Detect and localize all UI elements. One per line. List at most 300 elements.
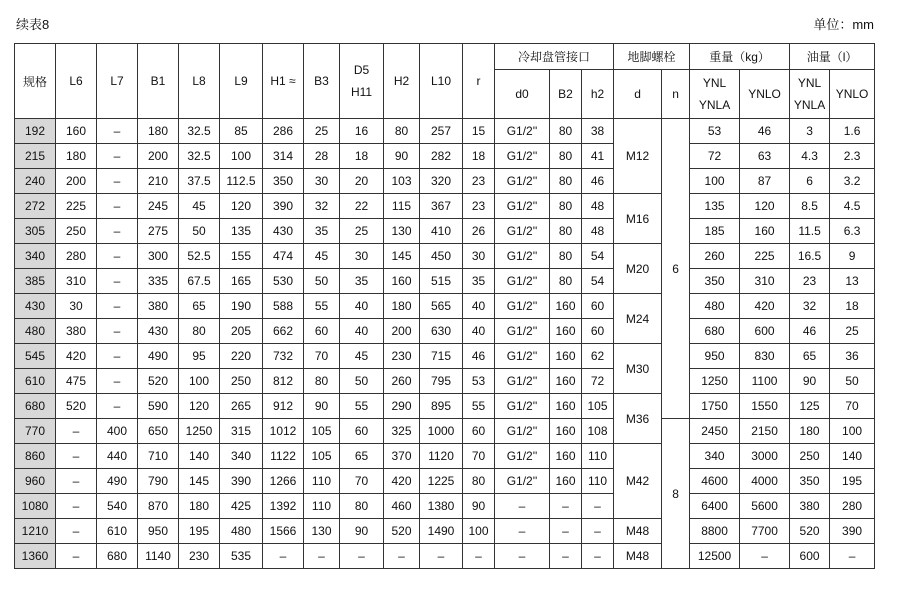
- table-cell: 350: [263, 169, 304, 194]
- table-cell: 680: [97, 544, 138, 569]
- header-weight: 重量（kg）: [690, 44, 790, 70]
- table-cell: 80: [304, 369, 340, 394]
- table-cell: 480: [220, 519, 263, 544]
- table-cell: G1/2'': [495, 319, 550, 344]
- table-cell: 160: [740, 219, 790, 244]
- table-cell: G1/2'': [495, 269, 550, 294]
- table-cell: 370: [384, 444, 420, 469]
- header-oil-ynl-line1: YNL: [797, 76, 822, 90]
- header-L7: L7: [97, 44, 138, 119]
- table-cell: 812: [263, 369, 304, 394]
- table-cell: 105: [304, 419, 340, 444]
- table-row: [15, 319, 875, 344]
- table-cell: 275: [138, 219, 179, 244]
- bolt-d-cell: M42: [614, 444, 662, 519]
- table-row: [15, 119, 875, 144]
- table-cell: 52.5: [179, 244, 220, 269]
- table-cell: 200: [384, 319, 420, 344]
- table-cell: –: [550, 519, 582, 544]
- table-cell: 450: [420, 244, 463, 269]
- table-cell: 80: [384, 119, 420, 144]
- table-cell: 18: [830, 294, 875, 319]
- table-cell: 325: [384, 419, 420, 444]
- table-cell: 120: [740, 194, 790, 219]
- table-cell: –: [97, 219, 138, 244]
- table-cell: 165: [220, 269, 263, 294]
- table-cell: 1750: [690, 394, 740, 419]
- table-cell: 260: [384, 369, 420, 394]
- header-L6: L6: [56, 44, 97, 119]
- table-cell: –: [97, 319, 138, 344]
- table-cell: 60: [582, 294, 614, 319]
- table-cell: 3.2: [830, 169, 875, 194]
- table-cell: G1/2'': [495, 219, 550, 244]
- table-cell: 65: [790, 344, 830, 369]
- table-cell: 120: [220, 194, 263, 219]
- table-cell: –: [830, 544, 875, 569]
- table-cell: 35: [463, 269, 495, 294]
- table-cell: 280: [56, 244, 97, 269]
- table-cell: 87: [740, 169, 790, 194]
- table-cell: 520: [384, 519, 420, 544]
- spec-cell: 385: [15, 269, 56, 294]
- table-row: [15, 519, 875, 544]
- table-cell: –: [56, 494, 97, 519]
- table-cell: G1/2'': [495, 144, 550, 169]
- table-cell: 912: [263, 394, 304, 419]
- table-cell: 155: [220, 244, 263, 269]
- header-L9: L9: [220, 44, 263, 119]
- table-row: [15, 144, 875, 169]
- table-row: [15, 444, 875, 469]
- table-cell: 55: [304, 294, 340, 319]
- table-cell: 26: [463, 219, 495, 244]
- table-cell: –: [97, 244, 138, 269]
- table-cell: –: [56, 469, 97, 494]
- table-cell: 15: [463, 119, 495, 144]
- table-cell: 400: [97, 419, 138, 444]
- table-cell: 8.5: [790, 194, 830, 219]
- table-cell: 340: [220, 444, 263, 469]
- table-cell: 48: [582, 219, 614, 244]
- table-cell: 32.5: [179, 119, 220, 144]
- table-cell: 110: [304, 469, 340, 494]
- table-cell: 490: [138, 344, 179, 369]
- header-H2: H2: [384, 44, 420, 119]
- table-cell: –: [582, 494, 614, 519]
- table-row: [15, 369, 875, 394]
- table-cell: –: [97, 194, 138, 219]
- table-cell: 72: [582, 369, 614, 394]
- table-cell: 440: [97, 444, 138, 469]
- table-cell: 225: [740, 244, 790, 269]
- table-cell: 3000: [740, 444, 790, 469]
- table-cell: 610: [97, 519, 138, 544]
- table-cell: 160: [550, 344, 582, 369]
- table-cell: 80: [550, 269, 582, 294]
- table-cell: 205: [220, 319, 263, 344]
- table-cell: 160: [550, 444, 582, 469]
- table-cell: 630: [420, 319, 463, 344]
- table-cell: 90: [384, 144, 420, 169]
- table-row: [15, 544, 875, 569]
- table-cell: 25: [304, 119, 340, 144]
- table-cell: 80: [550, 194, 582, 219]
- table-row: [15, 469, 875, 494]
- table-cell: 430: [138, 319, 179, 344]
- table-cell: 54: [582, 244, 614, 269]
- table-cell: 210: [138, 169, 179, 194]
- table-cell: 460: [384, 494, 420, 519]
- table-cell: 257: [420, 119, 463, 144]
- table-cell: G1/2'': [495, 119, 550, 144]
- table-cell: 32.5: [179, 144, 220, 169]
- table-cell: 282: [420, 144, 463, 169]
- table-cell: 50: [179, 219, 220, 244]
- table-cell: 62: [582, 344, 614, 369]
- spec-cell: 480: [15, 319, 56, 344]
- table-cell: 12500: [690, 544, 740, 569]
- table-cell: 140: [179, 444, 220, 469]
- table-cell: 710: [138, 444, 179, 469]
- table-cell: 135: [220, 219, 263, 244]
- table-cell: 30: [304, 169, 340, 194]
- table-cell: 430: [263, 219, 304, 244]
- table-cell: 300: [138, 244, 179, 269]
- table-cell: 1566: [263, 519, 304, 544]
- table-cell: 180: [179, 494, 220, 519]
- table-cell: 474: [263, 244, 304, 269]
- table-cell: 23: [463, 194, 495, 219]
- table-cell: –: [56, 444, 97, 469]
- table-cell: –: [97, 269, 138, 294]
- table-cell: –: [463, 544, 495, 569]
- table-cell: 23: [463, 169, 495, 194]
- table-cell: 20: [340, 169, 384, 194]
- table-cell: 286: [263, 119, 304, 144]
- table-cell: 230: [384, 344, 420, 369]
- unit-label: 单位：mm: [813, 17, 874, 32]
- table-cell: 46: [740, 119, 790, 144]
- table-cell: 67.5: [179, 269, 220, 294]
- header-d: d: [614, 70, 662, 119]
- table-cell: 140: [830, 444, 875, 469]
- table-cell: 390: [263, 194, 304, 219]
- header-oil-ynl-line2: YNLA: [793, 98, 826, 112]
- table-cell: 45: [340, 344, 384, 369]
- table-cell: G1/2'': [495, 169, 550, 194]
- table-cell: 314: [263, 144, 304, 169]
- table-cell: 120: [179, 394, 220, 419]
- table-cell: 80: [463, 469, 495, 494]
- table-cell: 50: [340, 369, 384, 394]
- table-cell: 2150: [740, 419, 790, 444]
- table-cell: 35: [304, 219, 340, 244]
- table-cell: 2450: [690, 419, 740, 444]
- table-cell: 185: [690, 219, 740, 244]
- table-cell: 85: [220, 119, 263, 144]
- spec-cell: 340: [15, 244, 56, 269]
- spec-cell: 1360: [15, 544, 56, 569]
- table-cell: 54: [582, 269, 614, 294]
- table-cell: 350: [790, 469, 830, 494]
- table-cell: 195: [179, 519, 220, 544]
- table-cell: 18: [340, 144, 384, 169]
- table-row: [15, 244, 875, 269]
- table-cell: 565: [420, 294, 463, 319]
- table-cell: G1/2'': [495, 244, 550, 269]
- table-cell: 280: [830, 494, 875, 519]
- table-row: [15, 394, 875, 419]
- table-cell: 65: [179, 294, 220, 319]
- table-cell: 410: [420, 219, 463, 244]
- header-oil: 油量（l）: [790, 44, 875, 70]
- table-cell: –: [97, 394, 138, 419]
- table-cell: 830: [740, 344, 790, 369]
- table-cell: 195: [830, 469, 875, 494]
- table-cell: 310: [740, 269, 790, 294]
- bolt-d-cell: M16: [614, 194, 662, 244]
- bolt-d-cell: M48: [614, 544, 662, 569]
- table-cell: 180: [56, 144, 97, 169]
- table-cell: 480: [690, 294, 740, 319]
- table-cell: G1/2'': [495, 194, 550, 219]
- table-cell: 160: [550, 369, 582, 394]
- table-cell: 32: [304, 194, 340, 219]
- table-cell: 41: [582, 144, 614, 169]
- table-cell: –: [97, 344, 138, 369]
- table-cell: –: [340, 544, 384, 569]
- table-cell: 90: [463, 494, 495, 519]
- table-cell: G1/2'': [495, 469, 550, 494]
- table-cell: 310: [56, 269, 97, 294]
- table-cell: 22: [340, 194, 384, 219]
- table-cell: –: [740, 544, 790, 569]
- table-cell: 1250: [179, 419, 220, 444]
- table-cell: 530: [263, 269, 304, 294]
- table-cell: 340: [690, 444, 740, 469]
- table-cell: –: [550, 544, 582, 569]
- table-cell: 45: [304, 244, 340, 269]
- table-cell: 4.5: [830, 194, 875, 219]
- table-cell: –: [495, 494, 550, 519]
- table-cell: 380: [138, 294, 179, 319]
- table-cell: 90: [304, 394, 340, 419]
- table-cell: 53: [463, 369, 495, 394]
- table-cell: 110: [582, 469, 614, 494]
- header-weight-ynl-line2: YNLA: [698, 98, 731, 112]
- table-cell: 80: [550, 244, 582, 269]
- table-cell: 45: [179, 194, 220, 219]
- table-cell: 80: [550, 119, 582, 144]
- bolt-n-cell: 6: [662, 119, 690, 419]
- bolt-n-cell: 8: [662, 419, 690, 569]
- table-body: [15, 119, 875, 569]
- table-cell: G1/2'': [495, 394, 550, 419]
- table-cell: 380: [790, 494, 830, 519]
- table-cell: 48: [582, 194, 614, 219]
- bolt-d-cell: M24: [614, 294, 662, 344]
- table-cell: 230: [179, 544, 220, 569]
- table-cell: 515: [420, 269, 463, 294]
- header-weight-ynl-line1: YNL: [702, 76, 727, 90]
- table-cell: 250: [790, 444, 830, 469]
- header-B1: B1: [138, 44, 179, 119]
- table-cell: 320: [420, 169, 463, 194]
- table-cell: –: [495, 544, 550, 569]
- table-cell: 895: [420, 394, 463, 419]
- table-cell: 1122: [263, 444, 304, 469]
- table-cell: 200: [56, 169, 97, 194]
- table-cell: 145: [179, 469, 220, 494]
- table-cell: 46: [582, 169, 614, 194]
- table-cell: 145: [384, 244, 420, 269]
- table-cell: –: [582, 544, 614, 569]
- table-cell: 715: [420, 344, 463, 369]
- table-cell: 65: [340, 444, 384, 469]
- spec-cell: 960: [15, 469, 56, 494]
- table-cell: 160: [550, 319, 582, 344]
- table-cell: 540: [97, 494, 138, 519]
- table-cell: G1/2'': [495, 369, 550, 394]
- spec-cell: 545: [15, 344, 56, 369]
- table-cell: 220: [220, 344, 263, 369]
- bolt-d-cell: M20: [614, 244, 662, 294]
- spec-cell: 770: [15, 419, 56, 444]
- table-cell: –: [304, 544, 340, 569]
- table-cell: 36: [830, 344, 875, 369]
- table-cell: 260: [690, 244, 740, 269]
- table-cell: 335: [138, 269, 179, 294]
- table-cell: –: [384, 544, 420, 569]
- header-n: n: [662, 70, 690, 119]
- header-oil-ynlo: YNLO: [830, 70, 875, 119]
- table-cell: –: [582, 519, 614, 544]
- table-cell: 105: [582, 394, 614, 419]
- table-cell: 1380: [420, 494, 463, 519]
- table-cell: 180: [790, 419, 830, 444]
- table-cell: 100: [220, 144, 263, 169]
- table-cell: 420: [740, 294, 790, 319]
- table-cell: 1000: [420, 419, 463, 444]
- table-cell: 16.5: [790, 244, 830, 269]
- table-cell: 38: [582, 119, 614, 144]
- table-cell: 870: [138, 494, 179, 519]
- table-cell: –: [495, 519, 550, 544]
- table-cell: 5600: [740, 494, 790, 519]
- table-cell: 420: [56, 344, 97, 369]
- table-cell: 950: [690, 344, 740, 369]
- bolt-d-cell: M12: [614, 119, 662, 194]
- table-cell: G1/2'': [495, 419, 550, 444]
- table-cell: 160: [56, 119, 97, 144]
- table-cell: 1250: [690, 369, 740, 394]
- table-cell: 520: [790, 519, 830, 544]
- spec-cell: 192: [15, 119, 56, 144]
- table-cell: 80: [550, 219, 582, 244]
- table-cell: 3: [790, 119, 830, 144]
- bolt-d-cell: M36: [614, 394, 662, 444]
- table-cell: 16: [340, 119, 384, 144]
- table-cell: G1/2'': [495, 444, 550, 469]
- table-cell: 535: [220, 544, 263, 569]
- spec-cell: 860: [15, 444, 56, 469]
- table-cell: 60: [304, 319, 340, 344]
- table-cell: 90: [340, 519, 384, 544]
- table-cell: 25: [340, 219, 384, 244]
- spec-cell: 610: [15, 369, 56, 394]
- table-cell: 115: [384, 194, 420, 219]
- table-cell: 250: [220, 369, 263, 394]
- table-cell: 795: [420, 369, 463, 394]
- bolt-d-cell: M48: [614, 519, 662, 544]
- table-cell: 25: [830, 319, 875, 344]
- specification-table: [14, 43, 875, 569]
- table-cell: 28: [304, 144, 340, 169]
- table-cell: 55: [463, 394, 495, 419]
- table-cell: 53: [690, 119, 740, 144]
- table-cell: 160: [384, 269, 420, 294]
- table-cell: 80: [550, 144, 582, 169]
- table-cell: 200: [138, 144, 179, 169]
- table-cell: 160: [550, 469, 582, 494]
- table-row: [15, 494, 875, 519]
- spec-cell: 305: [15, 219, 56, 244]
- spec-cell: 430: [15, 294, 56, 319]
- table-cell: 70: [830, 394, 875, 419]
- table-cell: 425: [220, 494, 263, 519]
- table-cell: –: [550, 494, 582, 519]
- table-row: [15, 419, 875, 444]
- table-cell: 63: [740, 144, 790, 169]
- table-cell: 588: [263, 294, 304, 319]
- table-cell: 100: [690, 169, 740, 194]
- table-cell: 600: [740, 319, 790, 344]
- table-cell: 18: [463, 144, 495, 169]
- table-cell: 390: [220, 469, 263, 494]
- spec-cell: 240: [15, 169, 56, 194]
- header-r: r: [463, 44, 495, 119]
- table-cell: 80: [179, 319, 220, 344]
- table-cell: 80: [340, 494, 384, 519]
- table-cell: 110: [582, 444, 614, 469]
- table-cell: 160: [550, 419, 582, 444]
- table-cell: 105: [304, 444, 340, 469]
- table-cell: 315: [220, 419, 263, 444]
- table-cell: 1550: [740, 394, 790, 419]
- table-cell: 190: [220, 294, 263, 319]
- table-cell: 790: [138, 469, 179, 494]
- table-cell: 9: [830, 244, 875, 269]
- table-cell: 290: [384, 394, 420, 419]
- table-cell: 46: [790, 319, 830, 344]
- table-cell: –: [97, 169, 138, 194]
- spec-cell: 215: [15, 144, 56, 169]
- table-cell: –: [97, 369, 138, 394]
- header-oil-ynl: [790, 70, 830, 119]
- table-cell: 110: [304, 494, 340, 519]
- table-cell: 32: [790, 294, 830, 319]
- table-cell: 90: [790, 369, 830, 394]
- table-cell: 125: [790, 394, 830, 419]
- spec-cell: 1210: [15, 519, 56, 544]
- spec-cell: 272: [15, 194, 56, 219]
- table-cell: 160: [550, 394, 582, 419]
- table-cell: 490: [97, 469, 138, 494]
- header-L8: L8: [179, 44, 220, 119]
- table-cell: 108: [582, 419, 614, 444]
- table-cell: 420: [384, 469, 420, 494]
